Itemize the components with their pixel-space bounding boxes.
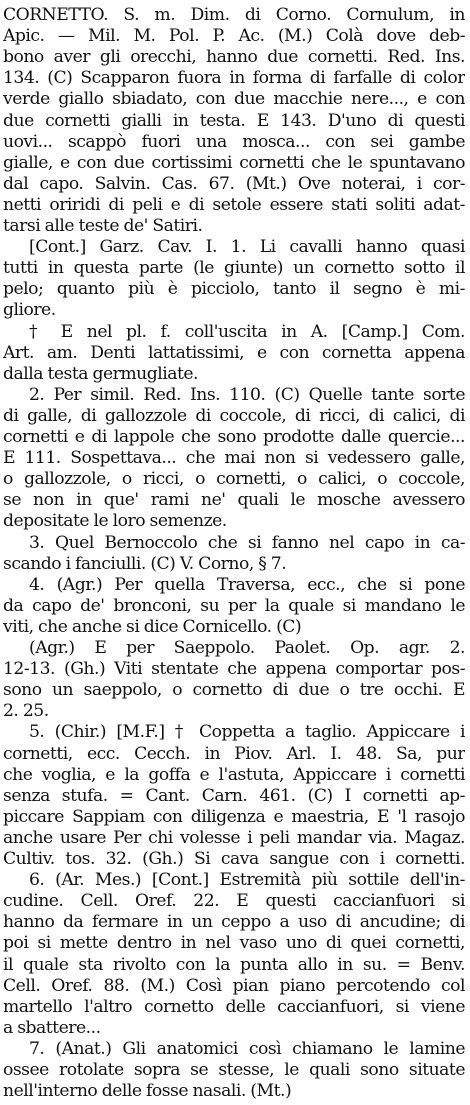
entry-line-text: pelo; quanto più è picciolo, tanto il segno è mi- [3, 279, 465, 300]
dictionary-entry-cornetto [3, 2, 465, 1102]
entry-line-text: bono aver gli orecchi, hanno due cornetti. Red. Ins. [3, 47, 465, 68]
entry-line-text: Art. am. Denti lattatissimi, e con cornetta appena [3, 342, 465, 363]
entry-line-text: 134. (C) Scapparon fuora in forma di farfalle di color [3, 68, 465, 89]
entry-line-text: Cultiv. tos. 32. (Gh.) Si cava sangue con i cornetti. [3, 849, 465, 869]
entry-line-text: netti oriridi di peli e di setole essere stati soliti adat- [3, 194, 465, 215]
entry-line-text: gialle, e con due cortissimi cornetti che le spuntavano [3, 152, 465, 173]
entry-line-text: verde giallo sbiadato, con due macchie nere..., e con [3, 89, 465, 110]
entry-line-text: che voglia, e la goffa e l'astuta, Appiccare i cornetti [3, 764, 465, 785]
entry-line-text: 4. (Agr.) Per quella Traversa, ecc., che si pone [29, 574, 465, 595]
entry-line-text: senza stufa. = Cant. Carn. 461. (C) I cornetti ap- [3, 785, 465, 806]
entry-line-text: depositate le loro semenze. [3, 511, 227, 532]
entry-line-text: o gallozzole, o ricci, o cornetti, o calici, o coccole, [3, 469, 465, 490]
entry-line-text: cornetti e di lappole che sono prodotte dalle quercie... [3, 427, 465, 447]
entry-line-text: cudine. Cell. Oref. 22. E questi caccianfuori si [3, 891, 465, 912]
entry-line-text: E 111. Sospettava... che mai non si vedessero galle, [3, 448, 465, 469]
entry-line-text: Apic. — Mil. M. Pol. P. Ac. (M.) Colà dove deb- [3, 26, 465, 47]
entry-line-text: 2. Per simil. Red. Ins. 110. (C) Quelle tante sorte [29, 384, 465, 405]
entry-line-text: il quale sta rivolto con la punta allo in su. = Benv. [3, 954, 465, 975]
entry-line-text: sono un saeppolo, o cornetto di due o tre occhi. E [3, 680, 465, 701]
entry-line-text: poi si mette dentro in nel vaso uno di quei cornetti, [3, 933, 465, 954]
entry-line-text: 12-13. (Gh.) Viti stentate che appena comportar pos- [3, 659, 465, 680]
entry-line-text: viti, che anche si dice Cornicello. (C) [3, 616, 302, 637]
entry-line-text: di galle, di gallozzole di coccole, di ricci, di calici, di [3, 405, 465, 426]
entry-line-text: scando i fanciulli. (C) V. Corno, § 7. [3, 553, 287, 574]
entry-line-text: Cell. Oref. 88. (M.) Così pian piano percotendo col [3, 975, 465, 996]
entry-line-text: dal capo. Salvin. Cas. 67. (Mt.) Ove noterai, i cor- [3, 173, 465, 194]
entry-line-text: CORNETTO. S. m. Dim. di Corno. Cornulum, in [3, 5, 465, 25]
entry-line-text: † E nel pl. f. coll'uscita in A. [Camp.] Com. [29, 321, 465, 342]
entry-line-text: hanno da fermare in un ceppo a uso di ancudine; di [3, 912, 465, 933]
entry-line-text: 5. (Chir.) [M.F.] † Coppetta a taglio. Appiccare i [29, 722, 465, 743]
entry-line-text: 2. 25. [3, 701, 49, 722]
entry-line-text: da capo de' bronconi, su per la quale si mandano le [3, 595, 465, 616]
entry-line-text: (Agr.) E per Saeppolo. Paolet. Op. agr. 2. [29, 638, 465, 658]
entry-line [3, 1078, 465, 1104]
entry-line-text: piccare Sappiam con diligenza e maestria, E 'l rasojo [3, 806, 465, 827]
entry-line-text: gliore. [3, 300, 56, 321]
entry-line-text: martello l'altro cornetto delle caccianfuori, si viene [3, 996, 465, 1017]
entry-line-text: ossee rotolate sopra se stesse, le quali sono situate [3, 1060, 465, 1080]
entry-line-text: 7. (Anat.) Gli anatomici così chiamano le lamine [29, 1038, 465, 1059]
entry-line-text: 6. (Ar. Mes.) [Cont.] Estremità più sottile dell'in- [29, 870, 465, 891]
entry-line-text: dalla testa germugliate. [3, 363, 199, 384]
entry-line-text: tarsi alle teste de' Satiri. [3, 216, 203, 236]
entry-line-text: nell'interno delle fosse nasali. (Mt.) [3, 1081, 292, 1102]
entry-line-text: 3. Quel Bernoccolo che si fanno nel capo in ca- [29, 532, 465, 553]
entry-line-text: se non in que' rami ne' quali le mosche avessero [3, 490, 465, 511]
entry-line-text: uovi... scappò fuori una mosca... con sei gambe [3, 131, 465, 152]
entry-line-text: due cornetti gialli in testa. E 143. D'uno di questi [3, 110, 465, 131]
entry-line-text: a sbattere... [3, 1017, 101, 1038]
entry-line-text: anche usare Per chi volesse i peli mandar via. Magaz. [3, 827, 465, 848]
entry-line-text: tutti in questa parte (le giunte) un cornetto sotto il [3, 258, 465, 279]
entry-line-text: [Cont.] Garz. Cav. I. 1. Li cavalli hanno quasi [29, 237, 465, 258]
entry-line-text: cornetti, ecc. Cecch. in Piov. Arl. I. 48. Sa, pur [3, 743, 465, 764]
